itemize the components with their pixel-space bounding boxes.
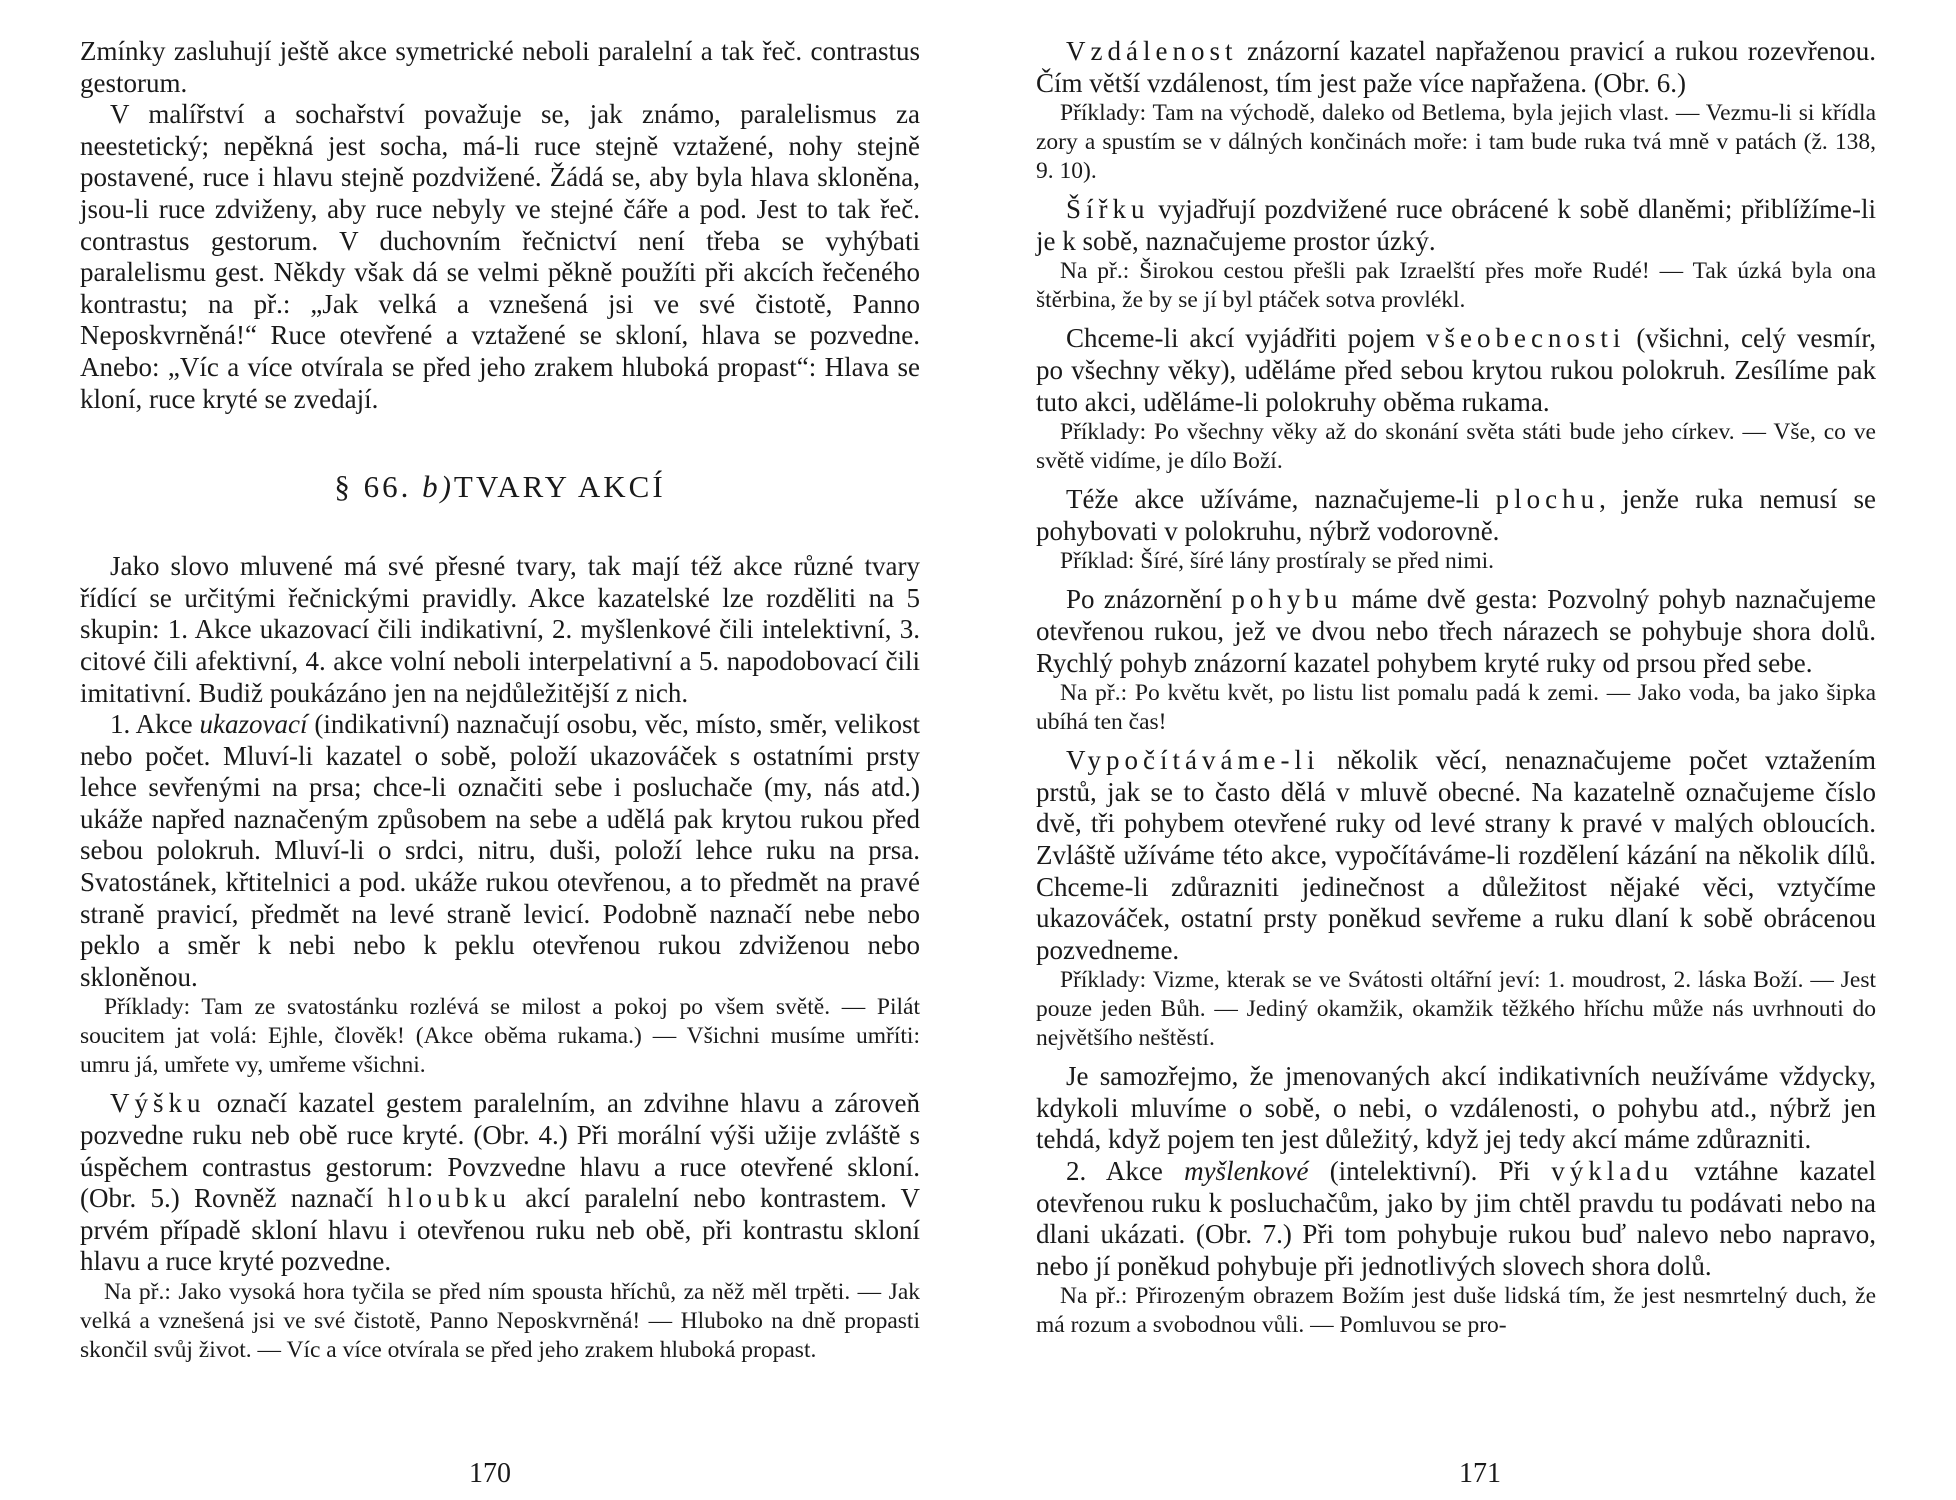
emphasis: ukazovací (199, 709, 308, 740)
text-run: Téže akce užíváme, naznačujeme-li (1066, 484, 1496, 515)
spaced-term: Šířku (1066, 194, 1150, 225)
section-letter: b) (422, 469, 454, 505)
right-paragraph-3 (1036, 323, 1876, 418)
right-paragraph-5 (1036, 584, 1876, 679)
emphasis: myšlenkové (1184, 1156, 1309, 1187)
text-run: máme dvě gesta: Pozvolný pohyb naznačujeme otevřenou rukou, jež ve dvou nebo třech nárazech se pohybuje shora dolů. Rychlý pohyb znázorní kazatel pohybem kryté ruky od prsou před sebe. (1036, 584, 1876, 678)
left-paragraph-2: V malířství a sochařství považuje se, jak známo, paralelismus za neestetický; nepěkná jest socha, má-li ruce stejně vztažené, nohy stejně postavené, ruce i hlavu stejně pozdvižené. Žádá se, aby byla hlava skloněna, jsou-li ruce zdviženy, aby ruce nebyly ve stejné čáře a pod. Jest to tak řeč. contrastus gestorum. V duchovním řečnictví není třeba se vyhýbati paralelismu gest. Někdy však dá se velmi pěkně použíti při akcích řečeného kontrastu; na př.: „Jak velká a vznešená jsi ve své čistotě, Panno Neposkvrněná!“ Ruce otevřené a vztažené se skloní, hlava se pozvedne. Anebo: „Víc a více otvírala se před jeho zrakem hluboká propast“: Hlava se kloní, ruce kryté se zvedají. (80, 99, 920, 414)
right-paragraph-2 (1036, 194, 1876, 257)
right-paragraph-1 (1036, 36, 1876, 99)
text-run: vyjadřují pozdvižené ruce obrácené k sobě dlaněmi; přiblížíme-li je k sobě, naznačujeme prostor úzký. (1036, 194, 1876, 256)
spaced-term: Vzdálenost (1066, 36, 1238, 66)
text-run: (všichni, celý vesmír, po všechny věky), uděláme před sebou krytou rukou polokruh. Zesílíme pak tuto akci, uděláme-li polokruhy oběma rukama. (1036, 323, 1876, 417)
spaced-term: plochu (1495, 484, 1600, 515)
page-number-right: 171 (1459, 1458, 1501, 1489)
spaced-term: Vypočítáváme-li (1066, 745, 1320, 776)
left-paragraph-3: Jako slovo mluvené má své přesné tvary, tak mají též akce různé tvary řídící se určitými řečnickými pravidly. Akce kazatelské lze rozděliti na 5 skupin: 1. Akce ukazovací čili indikativní, 2. myšlenkové čili intelektivní, 3. citové čili afektivní, 4. akce volní neboli interpelativní a 5. napodobovací čili imitativní. Budiž poukázáno jen na nejdůležitější z nich. (80, 551, 920, 708)
section-heading (80, 469, 920, 505)
right-paragraph-7: Je samozřejmo, že jmenovaných akcí indikativních neužíváme vždycky, kdykoli mluvíme o sobě, o nebi, o vzdálenosti, o pohybu atd., nýbrž jen tehdá, když pojem ten jest důležitý, když jej tedy akcí máme zdůrazniti. (1036, 1061, 1876, 1155)
right-page (1036, 36, 1876, 1340)
section-number: § 66. (334, 469, 412, 505)
left-paragraph-4 (80, 709, 920, 993)
text-run: , jenže ruka nemusí se pohybovati v polokruhu, nýbrž vodorovně. (1036, 484, 1876, 546)
text-run: akcí paralelní nebo kontrastem. V prvém případě skloní hlavu i otevřenou ruku neb obě, při kontrastu skloní hlavu a ruce kryté pozvedne. (80, 1183, 920, 1277)
right-paragraph-6 (1036, 745, 1876, 966)
left-example-2: Na př.: Jako vysoká hora tyčila se před ním spousta hříchů, za něž měl trpěti. — Jak velká a vznešená jsi ve své čistotě, Panno Neposkvrněná! — Hluboko na dně propasti skončil svůj život. — Víc a více otvírala se před jeho zrakem hluboká propast. (80, 1279, 920, 1363)
text-run: (indikativní) naznačují osobu, věc, místo, směr, velikost nebo počet. Mluví-li kazatel o sobě, položí ukazováček s ostatními prsty lehce sevřenými na prsa; chce-li označiti sebe i posluchače (my, nás atd.) ukáže napřed naznačeným způsobem na sebe a udělá pak krytou rukou před sebou polokruh. Mluví-li o srdci, nitru, duši, položí lehce ruku na prsa. Svatostánek, křtitelnici a pod. ukáže rukou otevřenou, a to předmět na pravé straně pravicí, předmět na levé straně levicí. Podobně naznačí nebe nebo peklo a směr k nebi nebo k peklu otevřenou rukou zdviženou nebo skloněnou. (80, 709, 920, 992)
text-run: znázorní kazatel napřaženou pravicí a rukou rozevřenou. Čím větší vzdálenost, tím jest paže více napřažena. (Obr. 6.) (1036, 36, 1876, 98)
text-run: 1. Akce (110, 709, 200, 740)
text-run: několik věcí, nenaznačujeme počet vztažením prstů, jak se to často dělá v mluvě obecné. Na kazatelně označujeme číslo dvě, tři pohybem otevřené ruky od levé strany k pravé v malých obloucích. Zvláště užíváme této akce, vypočítáváme-li rozdělení kázání na několik dílů. Chceme-li zdůrazniti jedinečnost a důležitost nějaké věci, vztyčíme ukazováček, ostatní prsty poněkud sevřeme a ruku dlaní k sobě obrácenou pozvedneme. (1036, 745, 1876, 965)
spaced-term: všeobecnosti (1425, 323, 1626, 354)
right-example-4: Příklad: Šíré, šíré lány prostíraly se před nimi. (1060, 548, 1495, 575)
right-paragraph-8 (1036, 1156, 1876, 1282)
left-page (80, 36, 920, 1365)
page-number-left: 170 (469, 1458, 511, 1489)
text-run: 2. Akce (1066, 1156, 1185, 1187)
section-title: TVARY AKCÍ (453, 469, 666, 505)
spaced-term: výkladu (1551, 1156, 1674, 1187)
left-paragraph-5 (80, 1088, 920, 1278)
spaced-term: Výšku (110, 1088, 206, 1119)
spaced-term: pohybu (1231, 584, 1343, 615)
text-run: označí kazatel gestem paralelním, an zdvihne hlavu a zároveň pozvedne ruku neb obě ruce kryté. (Obr. 4.) Při morální výši užije zvláště s úspěchem contrastus gestorum: Povzvedne hlavu a ruce otevřené skloní. (Obr. 5.) Rovněž naznačí (80, 1088, 920, 1214)
text-run: (intelektivní). Při (1308, 1156, 1552, 1187)
text-run: Chceme-li akcí vyjádřiti pojem (1066, 323, 1426, 354)
right-example-6: Příklady: Vizme, kterak se ve Svátosti oltářní jeví: 1. moudrost, 2. láska Boží. — Jest pouze jeden Bůh. — Jediný okamžik, okamžik těžkého hříchu může nás uvrhnouti do největšího neštěstí. (1036, 967, 1876, 1052)
left-example-1: Příklady: Tam ze svatostánku rozlévá se milost a pokoj po všem světě. — Pilát soucitem jat volá: Ejhle, člověk! (Akce oběma rukama.) — Všichni musíme umříti: umru já, umřete vy, umřeme všichni. (80, 994, 920, 1079)
right-example-3: Příklady: Po všechny věky až do skonání světa státi bude jeho církev. — Vše, co ve světě vidíme, je dílo Boží. (1036, 419, 1876, 475)
text-run: Po znázornění (1066, 584, 1232, 615)
right-paragraph-4 (1036, 484, 1876, 547)
spaced-term: hloubku (387, 1183, 511, 1214)
right-example-7: Na př.: Přirozeným obrazem Božím jest duše lidská tím, že jest nesmrtelný duch, že má rozum a svobodnou vůli. — Pomluvou se pro- (1036, 1283, 1876, 1339)
left-paragraph-1: Zmínky zasluhují ještě akce symetrické neboli paralelní a tak řeč. contrastus gestorum. (80, 36, 920, 98)
right-example-2: Na př.: Širokou cestou přešli pak Izraelští přes moře Rudé! — Tak úzká byla ona štěrbina, že by se jí byl ptáček sotva provlékl. (1036, 258, 1876, 314)
text-run: vztáhne kazatel otevřenou ruku k posluchačům, jako by jim chtěl pravdu tu podávati nebo na dlani ukázati. (Obr. 7.) Při tom pohybuje rukou buď nalevo nebo napravo, nebo jí poněkud pohybuje při jednotlivých slovech shora dolů. (1036, 1156, 1876, 1281)
right-example-5: Na př.: Po květu květ, po listu list pomalu padá k zemi. — Jako voda, ba jako šipka ubíhá ten čas! (1036, 680, 1876, 736)
right-example-1: Příklady: Tam na východě, daleko od Betlema, byla jejich vlast. — Vezmu-li si křídla zory a spustím se v dálných končinách moře: i tam bude ruka tvá mně v patách (ž. 138, 9. 10). (1036, 100, 1876, 185)
